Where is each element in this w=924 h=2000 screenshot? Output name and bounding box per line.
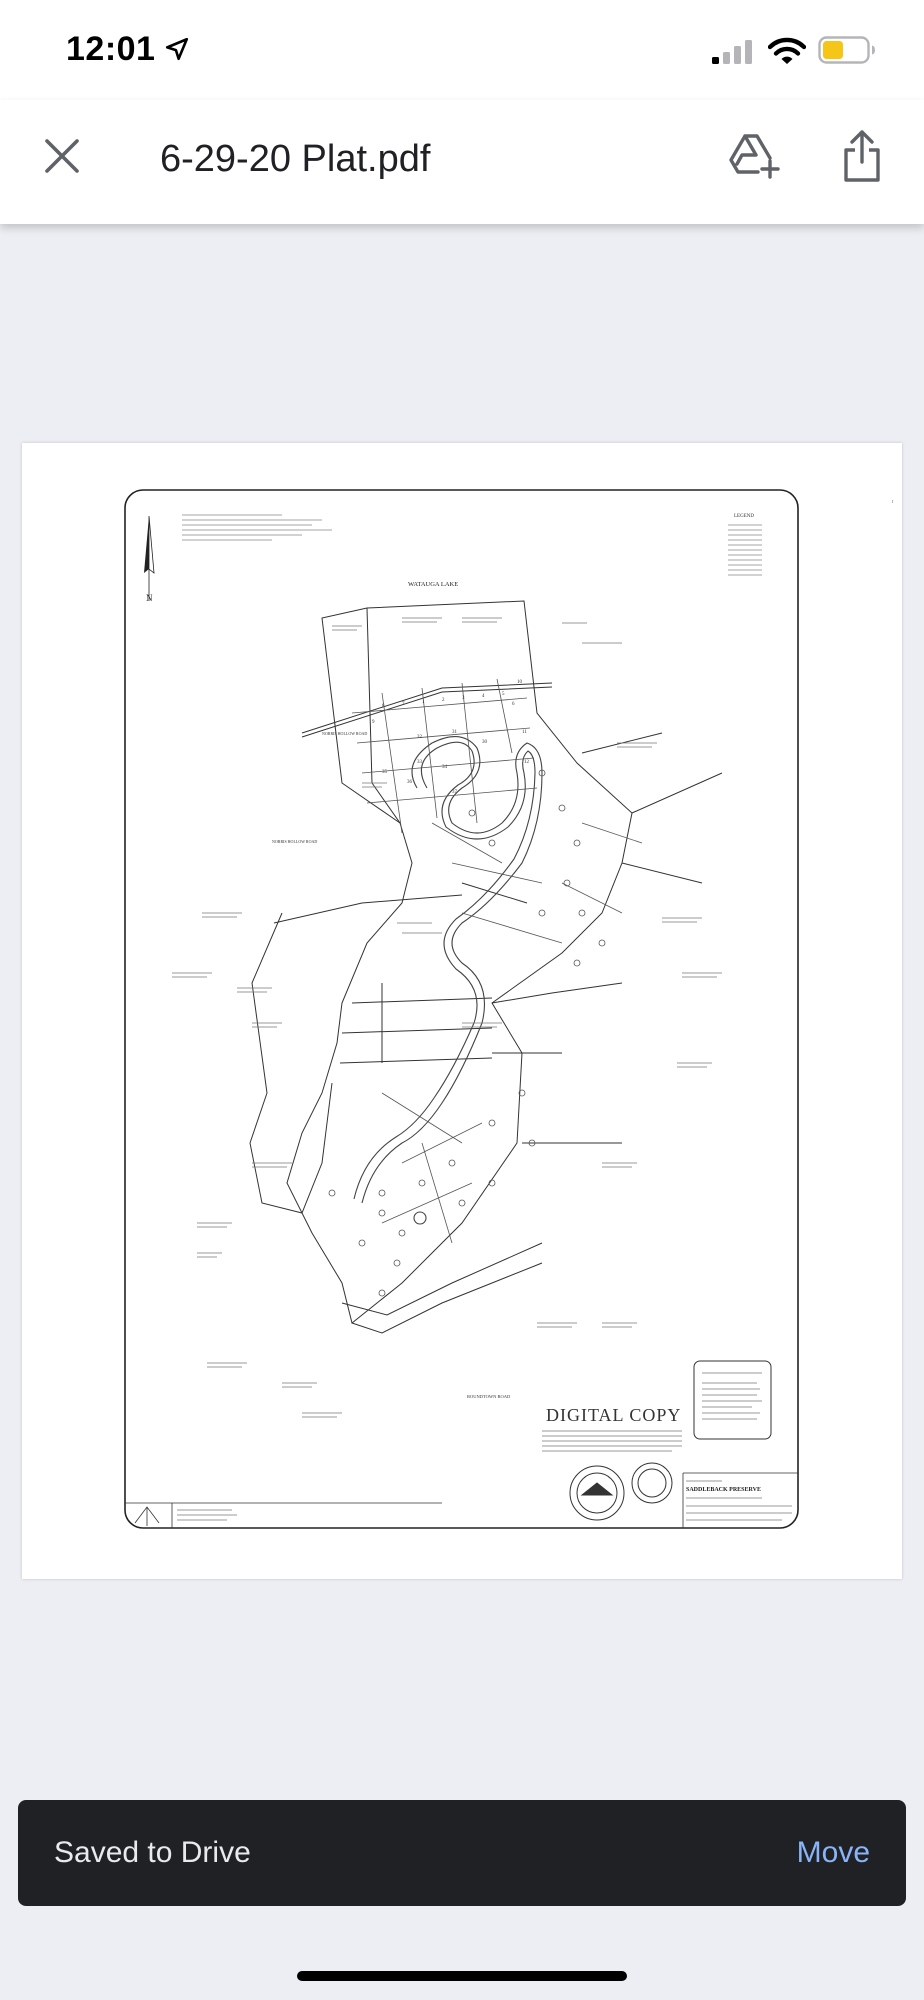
svg-text:32: 32	[417, 735, 422, 740]
close-button[interactable]	[34, 128, 90, 184]
svg-text:31: 31	[452, 730, 457, 735]
svg-text:36: 36	[407, 780, 412, 785]
svg-text:LEGEND: LEGEND	[734, 514, 754, 519]
surveyor-logo	[135, 1507, 159, 1526]
lot-grid	[352, 679, 642, 1243]
move-button[interactable]: Move	[796, 1836, 870, 1869]
status-time: 12:01	[66, 30, 156, 68]
svg-text:3: 3	[462, 696, 465, 701]
app-header	[0, 100, 924, 224]
svg-text:10: 10	[517, 680, 522, 685]
plat-notes	[182, 515, 332, 540]
plat-legend	[728, 514, 762, 575]
lake-label: WATAUGA LAKE	[408, 581, 459, 588]
svg-text:5: 5	[502, 692, 505, 697]
svg-text:6: 6	[512, 702, 515, 707]
snackbar-message: Saved to Drive	[54, 1836, 251, 1869]
svg-text:1: 1	[422, 700, 425, 705]
status-bar	[0, 0, 924, 100]
road-label: NORRIS HOLLOW ROAD	[272, 839, 318, 844]
svg-text:I: I	[892, 499, 894, 504]
document-title: 6-29-20 Plat.pdf	[160, 138, 431, 180]
project-title: SADDLEBACK PRESERVE	[686, 1487, 761, 1493]
svg-text:35: 35	[382, 770, 387, 775]
close-icon	[44, 138, 80, 174]
county-seal	[632, 1463, 672, 1503]
road-label: ROUNDTOWN ROAD	[467, 1394, 511, 1399]
svg-text:2: 2	[442, 698, 445, 703]
svg-text:12: 12	[524, 760, 529, 765]
svg-text:N: N	[146, 593, 153, 603]
pdf-page[interactable]	[22, 443, 902, 1579]
internal-road	[354, 737, 542, 1224]
snackbar	[18, 1800, 906, 1906]
svg-text:7: 7	[402, 702, 405, 707]
svg-text:8: 8	[382, 704, 385, 709]
battery-low-icon	[818, 36, 876, 64]
cellular-signal-icon	[710, 40, 754, 64]
add-to-drive-button[interactable]	[724, 126, 784, 186]
svg-text:11: 11	[522, 730, 527, 735]
lot-markers	[329, 770, 605, 1296]
svg-text:9: 9	[372, 720, 375, 725]
wifi-icon	[768, 36, 806, 66]
digital-copy-stamp: DIGITAL COPY	[546, 1405, 682, 1425]
north-arrow-icon	[144, 516, 154, 603]
svg-text:4: 4	[482, 694, 485, 699]
certification-text	[542, 1431, 682, 1451]
lot-numbers	[372, 680, 530, 795]
surveyor-seal	[570, 1466, 624, 1520]
share-button[interactable]	[832, 124, 892, 188]
plat-border	[125, 490, 798, 1528]
svg-text:34: 34	[442, 765, 447, 770]
location-arrow-icon	[164, 36, 190, 62]
property-outline	[250, 601, 722, 1333]
road-label: NORRIS HOLLOW ROAD	[322, 731, 368, 736]
svg-text:30: 30	[482, 740, 487, 745]
plat-drawing	[22, 443, 902, 1579]
svg-text:37: 37	[452, 790, 457, 795]
add-to-drive-icon	[728, 133, 780, 179]
share-icon	[842, 130, 882, 182]
svg-text:33: 33	[417, 760, 422, 765]
home-indicator[interactable]	[297, 1971, 627, 1981]
